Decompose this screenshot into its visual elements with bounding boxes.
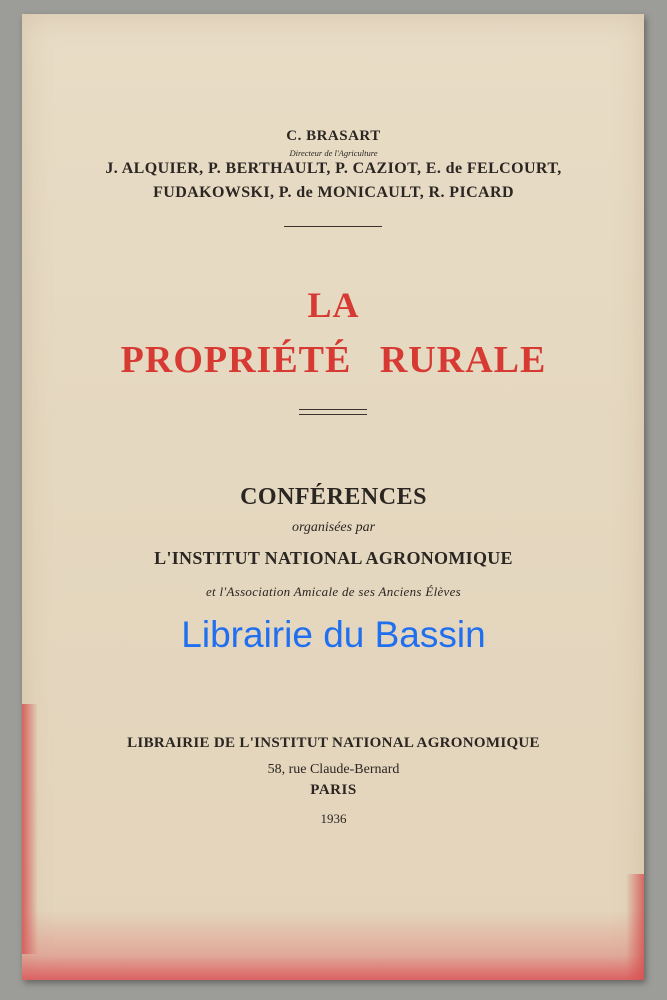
red-stain-right [626,874,644,980]
watermark-text: Librairie du Bassin [181,614,486,655]
co-authors-line-1: J. ALQUIER, P. BERTHAULT, P. CAZIOT, E. de FELCOURT, [105,160,562,177]
main-author: C. BRASART [286,128,381,144]
divider-rule [284,226,382,227]
publisher-address: 58, rue Claude-Bernard [267,762,400,777]
main-author-role: Directeur de l'Agriculture [289,148,378,158]
double-divider-rule [299,409,367,415]
publisher-name: LIBRAIRIE DE L'INSTITUT NATIONAL AGRONOMIQUE [127,735,540,751]
association-line: et l'Association Amicale de ses Anciens Élèves [205,584,462,599]
publication-year: 1936 [320,811,347,826]
subtitle: CONFÉRENCES [240,484,427,510]
title-line-2: PROPRIÉTÉ RURALE [120,339,547,381]
institute-name: L'INSTITUT NATIONAL AGRONOMIQUE [154,548,513,568]
organised-by: organisées par [291,520,376,535]
red-stain-bottom [22,910,644,980]
co-authors-line-2: FUDAKOWSKI, P. de MONICAULT, R. PICARD [153,184,514,201]
publisher-city: PARIS [310,782,357,798]
title-line-1: LA [307,285,360,325]
